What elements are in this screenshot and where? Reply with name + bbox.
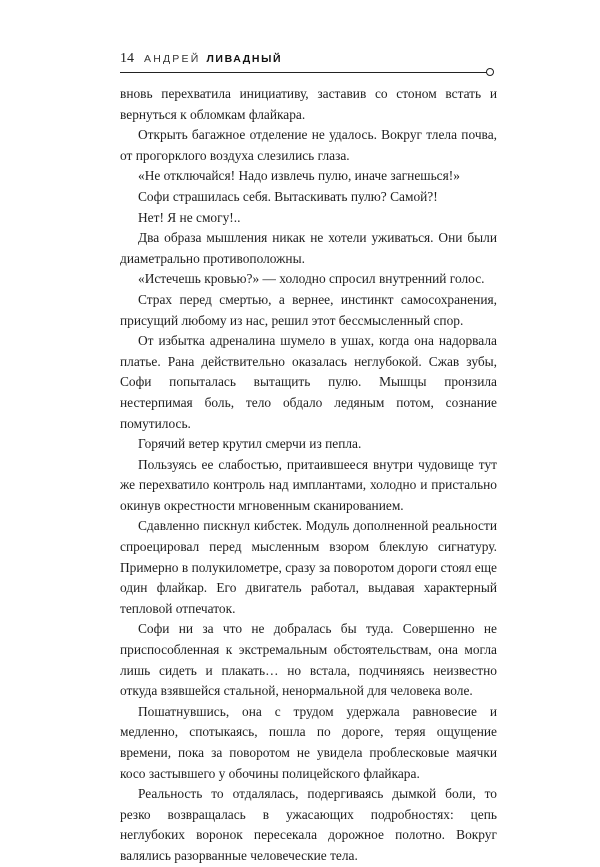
paragraph: Страх перед смертью, а вернее, инстинкт самосохранения, присущий любому из нас, решил этот бессмысленный спор.	[120, 291, 497, 328]
paragraph: Реальность то отдалялась, подергиваясь дымкой боли, то резко возвращалась в ужасающих подробностях: цепь неглубоких воронок пересекала дорожное полотно. Вокруг валялись разорванные человеческие тела.	[120, 786, 497, 863]
paragraph: Пользуясь ее слабостью, притаившееся внутри чудовище тут же перехватило контроль над имплантами, холодно и пристально окинув окрестности мгновенным сканированием.	[120, 456, 497, 513]
paragraph: Сдавленно пискнул кибстек. Модуль дополненной реальности спроецировал перед мысленным взором блеклую сигнатуру. Примерно в полукилометре, сразу за поворотом дороги стоял еще один флайкар. Его двигатель работал, выдавая характерный тепловой отпечаток.	[120, 518, 497, 616]
paragraph: Софи страшилась себя. Вытаскивать пулю? Самой?!	[138, 188, 438, 204]
paragraph: Горячий ветер крутил смерчи из пепла.	[138, 436, 362, 452]
author-last-name: ЛИВАДНЫЙ	[206, 53, 283, 65]
author-first-name: АНДРЕЙ	[144, 53, 201, 65]
paragraph: Пошатнувшись, она с трудом удержала равновесие и медленно, спотыкаясь, пошла по дороге, теряя ощущение времени, пока за поворотом не увидела проблесковые маячки косо застывшего у обочины полицейского флайкара.	[120, 703, 497, 781]
paragraph: Два образа мышления никак не хотели уживаться. Они были диаметрально противоположны.	[120, 230, 497, 266]
running-header	[120, 51, 282, 71]
body-text	[120, 84, 497, 867]
paragraph: Софи ни за что не добралась бы туда. Совершенно не приспособленная к экстремальным обстоятельствам, она могла лишь сидеть и плакать… но встала, подчиняясь неизвестно откуда взявшейся стальной, ненормальной для человека воле.	[120, 621, 497, 699]
page-number: 14	[120, 51, 134, 66]
paragraph: «Истечешь кровью?» — холодно спросил внутренний голос.	[138, 271, 485, 287]
paragraph: вновь перехватила инициативу, заставив со стоном встать и вернуться к обломкам флайкара.	[120, 86, 497, 122]
header-rule	[120, 72, 488, 73]
paragraph: Открыть багажное отделение не удалось. Вокруг тлела почва, от прогорклого воздуха слезились глаза.	[120, 127, 497, 163]
header-rule-end-dot	[486, 68, 494, 76]
paragraph: Нет! Я не смогу!..	[138, 209, 241, 225]
paragraph: От избытка адреналина шумело в ушах, когда она надорвала платье. Рана действительно оказалась неглубокой. Сжав зубы, Софи попыталась вытащить пулю. Мышцы пронзила нестерпимая боль, тело обдало ледяным потом, сознание помутилось.	[120, 333, 497, 431]
paragraph: «Не отключайся! Надо извлечь пулю, иначе загнешься!»	[138, 168, 460, 184]
